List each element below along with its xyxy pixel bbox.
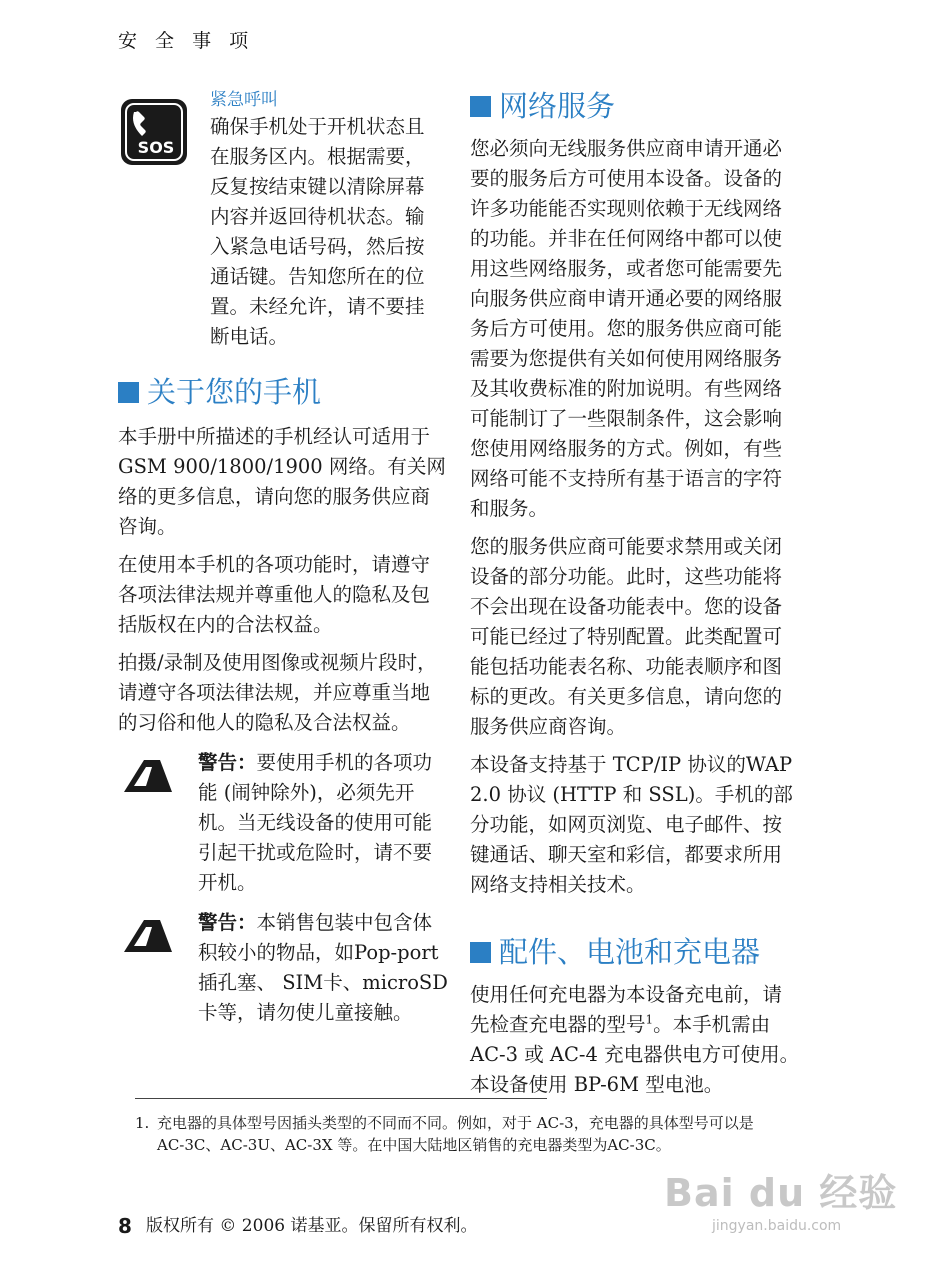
warning-hand-icon [122, 758, 174, 794]
about-paragraph-3: 拍摄/录制及使用图像或视频片段时，请遵守各项法律法规，并应尊重当地的习俗和他人的隐私及合法权益。 [118, 651, 437, 734]
warning-text [198, 908, 448, 1028]
section-title-text: 网络服务 [499, 89, 616, 123]
section-title-network-services [470, 88, 800, 124]
section-square-icon [118, 382, 139, 403]
right-column [470, 88, 800, 1108]
section-title-about-phone [118, 374, 448, 410]
page-number: 8 [118, 1214, 132, 1238]
network-paragraph-3: 本设备支持基于 TCP/IP 协议的WAP 2.0 协议 (HTTP 和 SSL)。手机的部分功能，如网页浏览、电子邮件、按键通话、聊天室和彩信，都要求所用网络支持相关技术。 [470, 753, 793, 896]
footnote-text: 充电器的具体型号因插头类型的不同而不同。例如，对于 AC-3，充电器的具体型号可以是 AC-3C、AC-3U、AC-3X 等。在中国大陆地区销售的充电器类型为AC-3C。 [157, 1114, 754, 1154]
baidu-watermark-url: jingyan.baidu.com [712, 1218, 842, 1234]
footnote [135, 1112, 775, 1156]
emergency-text: 确保手机处于开机状态且在服务区内。根据需要，反复按结束键以清除屏幕内容并返回待机状态。输入紧急电话号码，然后按通话键。告知您所在的位置。未经允许，请不要挂断电话。 [210, 115, 425, 348]
warning-label: 警告： [198, 911, 257, 934]
accessories-paragraph [470, 980, 800, 1100]
warning-hand-icon [122, 918, 174, 954]
footnote-number: 1. [135, 1114, 150, 1132]
emergency-title: 紧急呼叫 [210, 90, 278, 110]
section-title-text: 关于您的手机 [147, 375, 322, 409]
running-header: 安 全 事 项 [118, 30, 255, 52]
footnote-reference: 1 [645, 1012, 654, 1027]
warning-block-small-parts [118, 908, 448, 1028]
section-square-icon [470, 96, 491, 117]
accessories-text-end: 。本手机需由 AC-3 或 AC-4 充电器供电方可使用。本设备使用 BP-6M 型电池。 [470, 1013, 800, 1096]
footnote-divider [135, 1098, 547, 1099]
left-column [118, 88, 448, 1028]
warning-body: 要使用手机的各项功能 (闹钟除外)，必须先开机。当无线设备的使用可能引起干扰或危险时，请不要开机。 [198, 751, 433, 894]
sos-phone-icon [120, 98, 188, 166]
warning-label: 警告： [198, 751, 257, 774]
svg-text:SOS: SOS [137, 138, 175, 157]
warning-text [198, 748, 448, 898]
emergency-call-block [118, 88, 448, 348]
baidu-watermark-logo: Bai du 经验 [664, 1171, 898, 1215]
network-paragraph-1: 您必须向无线服务供应商申请开通必要的服务后方可使用本设备。设备的许多功能能否实现则依赖于无线网络的功能。并非在任何网络中都可以使用这些网络服务，或者您可能需要先向服务供应商申请开通必要的网络服务后方可使用。您的服务供应商可能需要为您提供有关如何使用网络服务及其收费标准的附加说明。有些网络可能制订了一些限制条件，这会影响您使用网络服务的方式。例如，有些网络可能不支持所有基于语言的字符和服务。 [470, 137, 783, 520]
about-paragraph-1: 本手册中所描述的手机经认可适用于 GSM 900/1800/1900 网络。有关网络的更多信息，请向您的服务供应商咨询。 [118, 425, 446, 538]
warning-body: 本销售包装中包含体积较小的物品，如Pop-port 插孔塞、 SIM卡、microSD卡等，请勿使儿童接触。 [198, 911, 448, 1024]
accessories-text-start: 使用任何充电器为本设备充电前，请先检查充电器的型号 [470, 983, 783, 1036]
warning-block-power [118, 748, 448, 898]
network-paragraph-2: 您的服务供应商可能要求禁用或关闭设备的部分功能。此时，这些功能将不会出现在设备功能表中。您的设备可能已经过了特别配置。此类配置可能包括功能表名称、功能表顺序和图标的更改。有关更多信息，请向您的服务供应商咨询。 [470, 535, 783, 738]
section-title-accessories [470, 934, 800, 970]
section-square-icon [470, 942, 491, 963]
section-title-text: 配件、电池和充电器 [499, 935, 761, 969]
copyright-notice: 版权所有 © 2006 诺基亚。保留所有权利。 [146, 1216, 478, 1236]
about-paragraph-2: 在使用本手机的各项功能时，请遵守各项法律法规并尊重他人的隐私及包括版权在内的合法权益。 [118, 553, 431, 636]
